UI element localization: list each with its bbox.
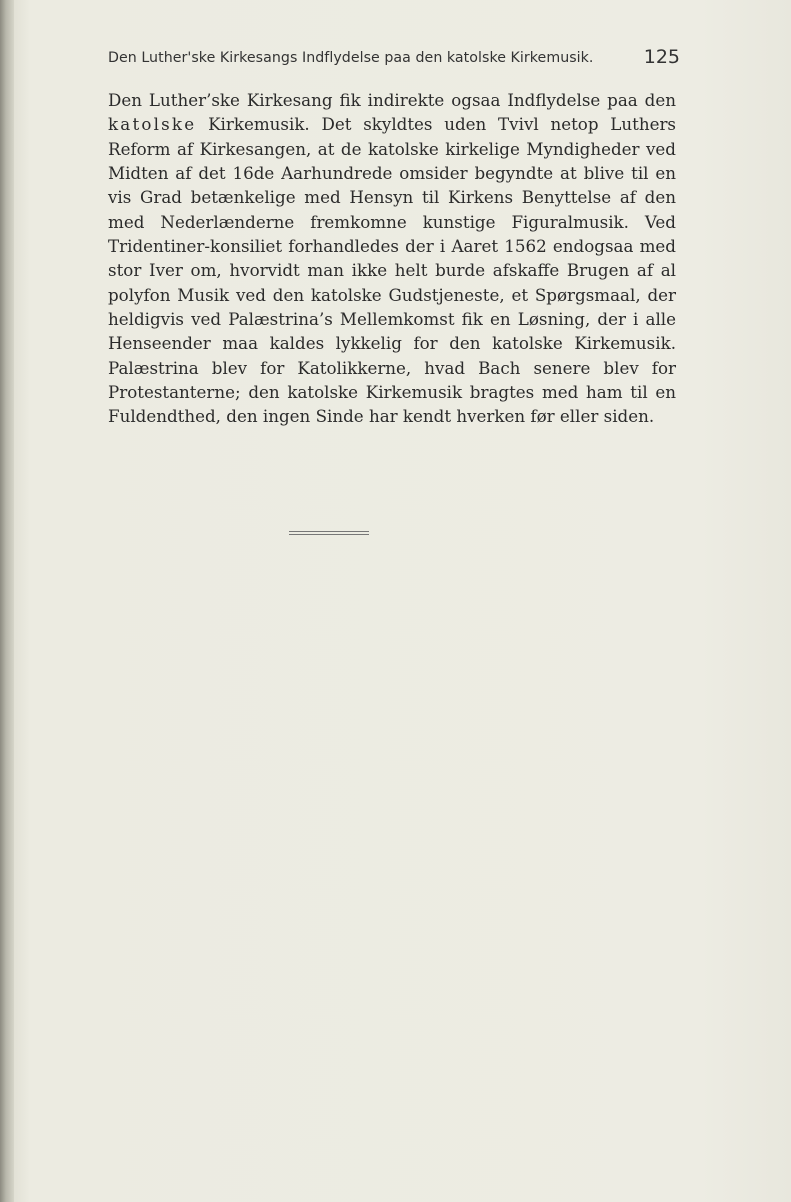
divider-line-top <box>289 531 369 532</box>
running-head <box>108 46 682 76</box>
body-text-part-1: Den Luther’ske Kirkesang fik indirekte ogsaa Indflydelse paa den <box>108 90 676 110</box>
body-text-part-2: Kirkemusik. Det skyldtes uden Tvivl netop Luthers Reform af Kirkesangen, at de katolske kirkelige Myndigheder ved Midten af det 16de Aarhundrede omsider begyndte at blive til en vis Grad betænkelige med Hensyn til Kirkens Benyttelse af den med Nederlænderne fremkomne kunstige Figuralmusik. Ved Tridentiner-konsiliet forhandledes der i Aaret 1562 endogsaa med stor Iver om, hvorvidt man ikke helt burde afskaffe Brugen af al polyfon Musik ved den katolske Gudstjeneste, et Spørgsmaal, der heldigvis ved Palæstrina’s Mellemkomst fik en Løsning, der i alle Henseender maa kaldes lykkelig for den katolske Kirkemusik. Palæstrina blev for Katolikkerne, hvad Bach senere blev for Protestanterne; den katolske Kirkemusik bragtes med ham til en Fuldendthed, den ingen Sinde har kendt hverken før eller siden. <box>108 114 676 427</box>
body-paragraph <box>108 88 676 429</box>
section-divider <box>289 531 369 536</box>
emphasized-word: katolske <box>108 114 197 135</box>
divider-line-bottom <box>289 534 369 535</box>
page-spine-shadow <box>0 0 14 1202</box>
page-number: 125 <box>643 46 680 68</box>
running-title: Den Luther'ske Kirkesangs Indflydelse paa den katolske Kirkemusik. <box>108 50 594 66</box>
